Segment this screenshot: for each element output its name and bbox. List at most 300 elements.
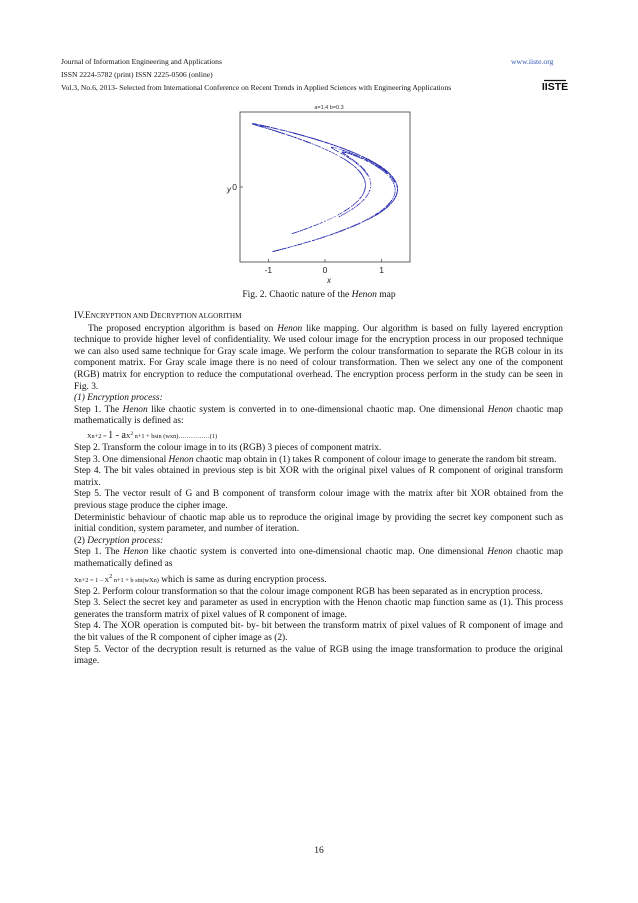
decryption-equation: $Xn+2 = 1 - X^2$ n+1 + b sin(wXn) which is same as during encryption process. [74,572,327,585]
attractor-point [298,134,299,135]
attractor-point [304,136,305,137]
attractor-point [287,248,288,249]
attractor-point [301,140,302,141]
attractor-point [343,148,344,149]
attractor-point [293,136,294,137]
attractor-point [397,188,398,189]
attractor-point [300,135,301,136]
attractor-point [395,187,396,188]
attractor-point [362,195,363,196]
attractor-point [350,227,351,228]
attractor-point [363,176,364,177]
attractor-point [328,150,329,151]
attractor-point [346,156,347,157]
attractor-point [353,152,354,153]
attractor-point [367,219,368,220]
attractor-point [383,209,384,210]
attractor-point [271,128,272,129]
logo-text: IISTE [542,81,568,93]
figure-title: a=1.4 b=0.3 [314,105,344,111]
attractor-point [370,182,371,183]
attractor-point [394,186,395,187]
attractor-point [385,208,386,209]
attractor-point [378,164,379,165]
attractor-point [382,170,383,171]
attractor-point [301,135,302,136]
attractor-point [388,204,389,205]
plot-border [240,112,410,262]
attractor-point [387,205,388,206]
attractor-point [334,145,335,146]
attractor-point [383,171,384,172]
attractor-point [362,222,363,223]
attractor-point [395,181,396,182]
attractor-point [362,156,363,157]
attractor-point [341,153,342,154]
attractor-point [363,157,364,158]
attractor-point [278,132,279,133]
attractor-point [371,162,372,163]
attractor-point [307,242,308,243]
attractor-point [394,196,395,197]
attractor-point [382,210,383,211]
attractor-point [358,200,359,201]
henon-figure [225,100,415,290]
attractor-point [386,207,387,208]
attractor-point [363,221,364,222]
attractor-point [328,143,329,144]
attractor-point [333,144,334,145]
attractor-point [360,202,361,203]
attractor-point [368,161,369,162]
intro-paragraph: The proposed encryption algorithm is based on Henon like mapping. Our algorithm is based on fully layered encryption technique to provide higher level of confidentiality. We used colour image for the encryption process in our proposed technique we can also used same technique for Gray scale image. We perform the colour transformation to separate the RGB colour in its component matrix. For Gray scale image there is no need of colour transformation. Then we select any one of the component (RGB) matrix for encryption to reduce the computational overhead. The encryption process perform in the study can be seen in Fig. 3. [74,323,563,392]
attractor-point [372,164,373,165]
attractor-point [270,129,271,130]
attractor-point [346,152,347,153]
attractor-point [356,224,357,225]
attractor-point [386,206,387,207]
attractor-point [384,209,385,210]
attractor-point [370,187,371,188]
attractor-point [293,132,294,133]
attractor-point [339,216,340,217]
attractor-point [351,226,352,227]
attractor-point [350,153,351,154]
attractor-point [331,234,332,235]
attractor-point [353,226,354,227]
attractor-point [272,128,273,129]
attractor-point [348,211,349,212]
attractor-point [321,237,322,238]
attractor-point [348,157,349,158]
attractor-point [372,163,373,164]
attractor-point [384,209,385,210]
attractor-point [390,175,391,176]
attractor-point [390,177,391,178]
attractor-point [339,149,340,150]
attractor-point [348,150,349,151]
attractor-point [340,216,341,217]
attractor-point [391,203,392,204]
attractor-point [260,126,261,127]
issn-line: ISSN 2224-5782 (print) ISSN 2225-0506 (online) [61,70,213,79]
attractor-point [338,151,339,152]
attractor-point [356,155,357,156]
attractor-point [281,133,282,134]
attractor-point [352,154,353,155]
attractor-point [380,211,381,212]
attractor-point [314,240,315,241]
attractor-point [342,154,343,155]
attractor-point [351,159,352,160]
attractor-point [364,170,365,171]
y-axis-label: y [227,185,231,194]
attractor-point [394,185,395,186]
attractor-point [380,166,381,167]
attractor-point [292,233,293,234]
attractor-point [277,131,278,132]
article-body [74,311,563,668]
attractor-point [393,200,394,201]
attractor-point [286,134,287,135]
attractor-point [323,148,324,149]
attractor-point [367,158,368,159]
attractor-point [299,134,300,135]
attractor-point [379,213,380,214]
attractor-point [348,162,349,163]
attractor-point [331,218,332,219]
attractor-point [285,248,286,249]
attractor-point [368,194,369,195]
attractor-point [320,140,321,141]
attractor-point [344,149,345,150]
attractor-point [325,221,326,222]
attractor-point [397,192,398,193]
attractor-point [364,159,365,160]
attractor-point [317,146,318,147]
attractor-point [331,144,332,145]
attractor-point [382,169,383,170]
attractor-point [317,140,318,141]
attractor-point [351,160,352,161]
attractor-point [280,249,281,250]
attractor-point [370,162,371,163]
attractor-point [343,154,344,155]
attractor-point [353,208,354,209]
attractor-point [346,210,347,211]
attractor-point [392,181,393,182]
attractor-point [349,227,350,228]
attractor-point [315,225,316,226]
attractor-point [365,187,366,188]
attractor-point [276,129,277,130]
attractor-point [337,146,338,147]
dec-step-2: Step 2. Perform colour transformation so that the colour image component RGB has been separated as in encryption process. [74,586,543,597]
attractor-point [308,142,309,143]
attractor-point [305,242,306,243]
attractor-point [386,171,387,172]
attractor-point [296,134,297,135]
attractor-point [349,152,350,153]
attractor-point [378,213,379,214]
attractor-point [345,154,346,155]
attractor-point [339,156,340,157]
attractor-point [391,201,392,202]
attractor-point [308,137,309,138]
attractor-point [355,203,356,204]
attractor-point [273,251,274,252]
attractor-point [395,190,396,191]
enc-step-4: Step 4. The bit vales obtained in previous step is bit XOR with the original pixel values of R component of original transform matrix. [74,466,563,488]
attractor-point [287,135,288,136]
attractor-point [331,147,332,148]
attractor-point [341,149,342,150]
x-tick-label: -1 [264,265,273,275]
attractor-point [305,229,306,230]
attractor-point [262,127,263,128]
attractor-point [335,149,336,150]
journal-title: Journal of Information Engineering and Applications [61,57,222,66]
attractor-point [336,155,337,156]
attractor-point [392,176,393,177]
attractor-point [396,183,397,184]
attractor-point [354,154,355,155]
attractor-point [309,227,310,228]
attractor-point [369,218,370,219]
attractor-point [271,129,272,130]
attractor-point [345,213,346,214]
attractor-point [390,202,391,203]
attractor-point [343,214,344,215]
attractor-point [349,162,350,163]
attractor-point [362,158,363,159]
attractor-point [345,160,346,161]
attractor-point [356,168,357,169]
attractor-point [354,162,355,163]
attractor-point [330,143,331,144]
attractor-point [334,153,335,154]
attractor-point [274,130,275,131]
attractor-point [365,158,366,159]
attractor-point [319,146,320,147]
attractor-point [378,213,379,214]
attractor-point [351,154,352,155]
attractor-point [363,158,364,159]
attractor-point [342,150,343,151]
attractor-point [269,127,270,128]
attractor-point [364,190,365,191]
attractor-point [353,165,354,166]
encryption-equation: $Xn+2 = 1 - aX^2$ n+1 + bsin (wxn)……………(1) [87,430,218,442]
attractor-point [257,124,258,125]
attractor-point [319,140,320,141]
attractor-point [287,131,288,132]
attractor-point [330,235,331,236]
attractor-point [395,196,396,197]
attractor-point [376,163,377,164]
attractor-point [366,197,367,198]
attractor-point [324,236,325,237]
deterministic-paragraph: Deterministic behaviour of chaotic map able us to reproduce the original image by providing the secret key component such as initial condition, system parameter, and number of iteration. [74,512,563,535]
figure-caption: Fig. 2. Chaotic nature of the Henon map [242,290,396,300]
attractor-point [391,178,392,179]
attractor-point [372,216,373,217]
attractor-point [395,189,396,190]
attractor-point [365,171,366,172]
attractor-point [394,181,395,182]
attractor-point [354,153,355,154]
attractor-point [336,232,337,233]
dec-step-3: Step 3. Select the secret key and parameter as used in encryption with the Henon chaotic map function same as (1). This process generates the transform matrix of pixel values of R component of image. [74,598,563,620]
attractor-point [293,233,294,234]
attractor-point [388,175,389,176]
attractor-point [364,157,365,158]
attractor-point [362,201,363,202]
attractor-point [284,134,285,135]
attractor-point [363,193,364,194]
y-tick-label: 0 [232,182,237,192]
attractor-point [300,231,301,232]
attractor-point [252,123,253,124]
attractor-point [346,213,347,214]
attractor-point [387,206,388,207]
journal-website-link[interactable]: www.iiste.org [511,57,554,66]
attractor-point [294,133,295,134]
attractor-point [335,145,336,146]
attractor-point [343,211,344,212]
attractor-point [393,178,394,179]
attractor-point [352,153,353,154]
attractor-point [340,147,341,148]
attractor-point [375,163,376,164]
attractor-point [310,227,311,228]
attractor-point [284,130,285,131]
attractor-point [323,237,324,238]
attractor-point [329,235,330,236]
attractor-point [337,232,338,233]
attractor-point [280,129,281,130]
attractor-point [359,204,360,205]
attractor-point [290,136,291,137]
attractor-point [380,167,381,168]
attractor-point [309,142,310,143]
attractor-point [346,149,347,150]
attractor-point [281,130,282,131]
attractor-point [390,176,391,177]
attractor-point [311,226,312,227]
attractor-point [395,191,396,192]
plot-area [240,112,410,262]
attractor-point [280,132,281,133]
attractor-point [376,166,377,167]
attractor-point [259,126,260,127]
attractor-point [338,214,339,215]
attractor-point [264,127,265,128]
attractor-point [266,126,267,127]
attractor-point [347,150,348,151]
attractor-point [360,173,361,174]
attractor-point [392,202,393,203]
attractor-point [356,156,357,157]
attractor-point [305,136,306,137]
volume-line: Vol.3, No.6, 2013- Selected from International Conference on Recent Trends in Applied Sciences with Engineering Applications [61,83,452,92]
attractor-point [375,165,376,166]
attractor-point [334,233,335,234]
attractor-point [357,169,358,170]
attractor-point [264,126,265,127]
attractor-point [368,159,369,160]
attractor-point [265,126,266,127]
attractor-point [373,216,374,217]
attractor-point [343,152,344,153]
attractor-point [306,141,307,142]
attractor-point [279,129,280,130]
attractor-point [373,216,374,217]
attractor-point [341,213,342,214]
attractor-point [346,212,347,213]
attractor-point [303,135,304,136]
attractor-point [395,193,396,194]
attractor-point [361,158,362,159]
attractor-point [385,172,386,173]
attractor-point [357,205,358,206]
attractor-point [349,208,350,209]
attractor-point [353,154,354,155]
attractor-point [353,205,354,206]
attractor-point [258,125,259,126]
attractor-point [348,209,349,210]
attractor-point [269,129,270,130]
attractor-point [336,150,337,151]
attractor-point [292,132,293,133]
attractor-point [339,231,340,232]
attractor-point [354,155,355,156]
attractor-point [302,230,303,231]
attractor-point [370,218,371,219]
attractor-point [350,159,351,160]
attractor-point [278,131,279,132]
attractor-point [294,245,295,246]
dec-step-1: Step 1. The Henon like chaotic system is converted into one-dimensional chaotic map. One dimensional Henon chaotic map mathematically defined as [74,547,563,569]
attractor-point [347,157,348,158]
iiste-logo [542,78,568,93]
attractor-point [385,169,386,170]
attractor-point [355,225,356,226]
attractor-point [360,155,361,156]
attractor-point [318,238,319,239]
attractor-point [307,136,308,137]
attractor-point [395,180,396,181]
attractor-point [365,172,366,173]
attractor-point [351,151,352,152]
attractor-point [363,169,364,170]
attractor-point [369,191,370,192]
attractor-point [377,166,378,167]
attractor-point [365,184,366,185]
attractor-point [361,157,362,158]
attractor-point [334,217,335,218]
attractor-point [383,168,384,169]
attractor-point [316,139,317,140]
attractor-point [377,167,378,168]
attractor-point [370,185,371,186]
x-axis-label: x [327,276,331,285]
attractor-point [289,132,290,133]
attractor-point [323,141,324,142]
attractor-point [392,199,393,200]
attractor-point [392,179,393,180]
attractor-point [337,215,338,216]
